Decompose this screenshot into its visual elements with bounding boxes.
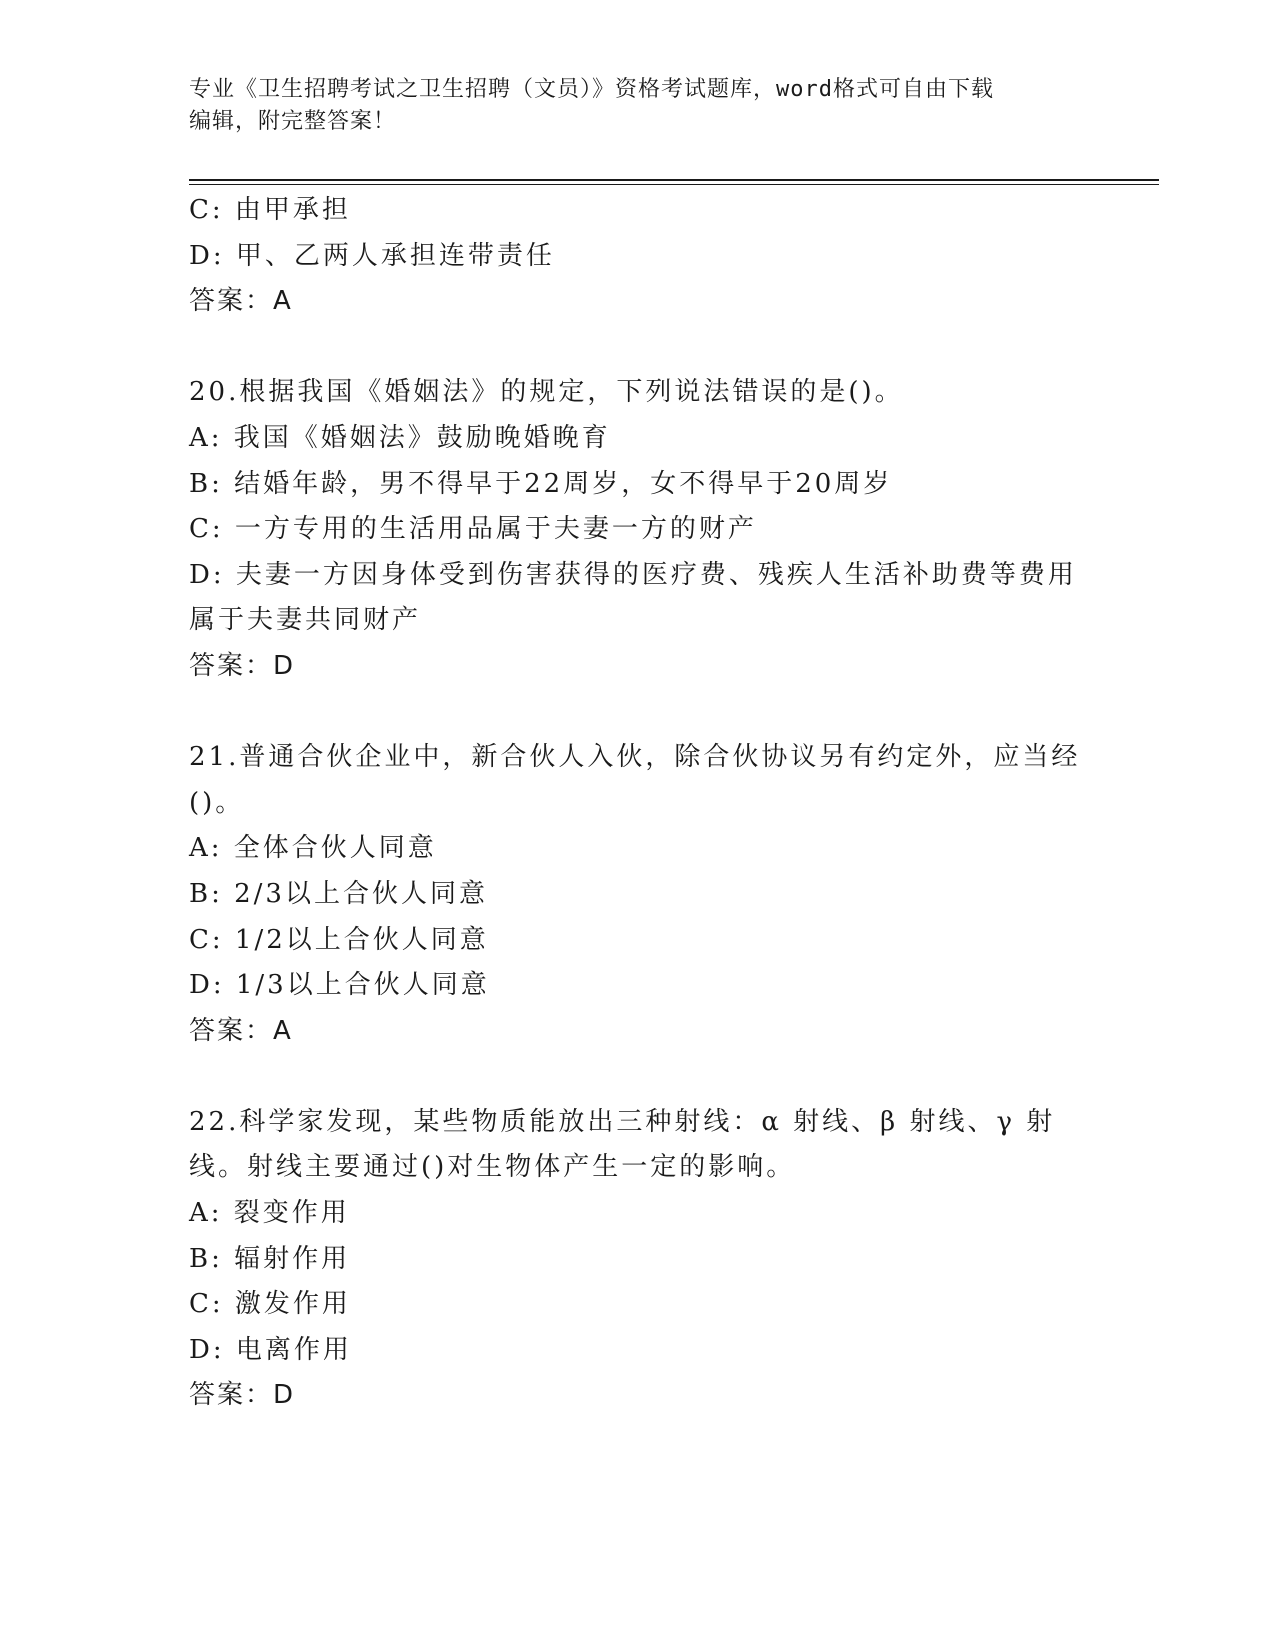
header-line: 编辑，附完整答案！ [189,109,397,134]
option-c: C: 激发作用 [189,1289,351,1320]
spacer [189,325,1089,371]
option-c: C: 由甲承担 [189,195,351,225]
option-b: B: 结婚年龄，男不得早于22周岁，女不得早于20周岁 [189,468,893,499]
header-line: 专业《卫生招聘考试之卫生招聘（文员）》资格考试题库，word格式可自由下载 [189,77,994,102]
option-d: D: 1/3以上合伙人同意 [189,970,490,1001]
answer-label: 答案：D [189,650,296,681]
answer-label: 答案：A [189,286,293,317]
previous-question-tail [189,188,1089,325]
question-stem-continued: ()。 [189,787,245,818]
spacer [189,690,1089,736]
question-stem: 22.科学家发现，某些物质能放出三种射线：α 射线、β 射线、γ 射 [189,1106,1056,1137]
option-b: B: 2/3以上合伙人同意 [189,878,488,909]
option-a: A: 裂变作用 [189,1198,350,1229]
option-d: D: 电离作用 [189,1334,352,1365]
option-d: D: 甲、乙两人承担连带责任 [189,240,555,271]
option-d-continued: 属于夫妻共同财产 [189,605,422,636]
option-c: C: 1/2以上合伙人同意 [189,924,489,955]
question-content [189,188,1089,1419]
question-stem: 21.普通合伙企业中，新合伙人入伙，除合伙协议另有约定外，应当经 [189,742,1081,773]
question-20 [189,370,1089,689]
spacer [189,1054,1089,1100]
page-header [189,74,1089,138]
option-c: C: 一方专用的生活用品属于夫妻一方的财产 [189,514,757,545]
option-a: A: 我国《婚姻法》鼓励晚婚晚育 [189,422,611,453]
option-a: A: 全体合伙人同意 [189,833,437,864]
question-22 [189,1100,1089,1419]
question-21 [189,735,1089,1054]
answer-label: 答案：A [189,1015,293,1046]
question-stem: 20.根据我国《婚姻法》的规定，下列说法错误的是()。 [189,377,904,408]
option-d: D: 夫妻一方因身体受到伤害获得的医疗费、残疾人生活补助费等费用 [189,559,1077,590]
option-b: B: 辐射作用 [189,1243,351,1274]
header-divider-thin [189,184,1159,185]
answer-label: 答案：D [189,1380,296,1411]
question-stem-continued: 线。射线主要通过()对生物体产生一定的影响。 [189,1152,796,1183]
header-divider [189,179,1159,181]
